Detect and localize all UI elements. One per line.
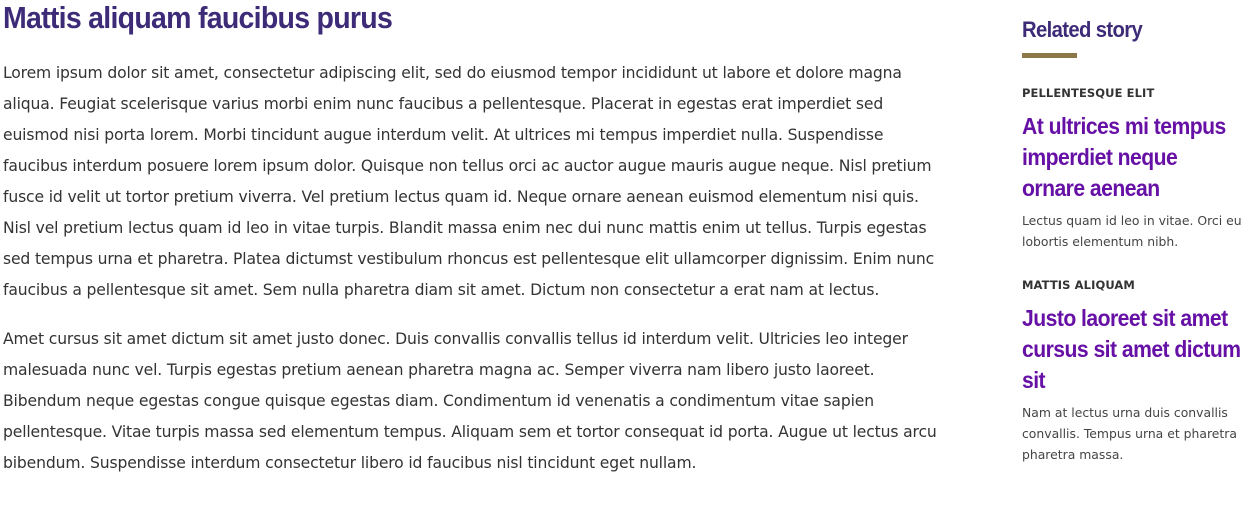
article-main [3,0,938,479]
article-paragraph-1: Lorem ipsum dolor sit amet, consectetur adipiscing elit, sed do eiusmod tempor incididunt ut labore et dolore magna aliqua. Feugiat scelerisque varius morbi enim nunc faucibus a pellentesque. Placerat in egestas erat imperdiet sed euismod nisi porta lorem. Morbi tincidunt augue interdum velit. At ultrices mi tempus imperdiet nulla. Suspendisse faucibus interdum posuere lorem ipsum dolor. Quisque non tellus orci ac auctor augue mauris augue neque. Nisl pretium fusce id velit ut tortor pretium viverra. Vel pretium lectus quam id. Neque ornare aenean euismod elementum nisi quis. Nisl vel pretium lectus quam id leo in vitae turpis. Blandit massa enim nec dui nunc mattis enim ut tellus. Turpis egestas sed tempus urna et pharetra. Platea dictumst vestibulum rhoncus est pellentesque elit ullamcorper dignissim. Enim nunc faucibus a pellentesque sit amet. Sem nulla pharetra diam sit amet. Dictum non consectetur a erat nam at lectus. [3,64,934,299]
heading-underline-rule [1022,53,1077,58]
related-story-card-2 [1022,278,1244,465]
story-description: Lectus quam id leo in vitae. Orci eu lobortis elementum nibh. [1022,213,1242,249]
story-kicker: PELLENTESQUE ELIT [1022,86,1155,100]
related-story-card-1 [1022,86,1244,252]
story-title-link[interactable]: Justo laoreet sit amet cursus sit amet dictum sit [1022,305,1241,393]
story-description: Nam at lectus urna duis convallis convallis. Tempus urna et pharetra pharetra massa. [1022,405,1237,462]
related-story-heading: Related story [1022,17,1143,42]
related-story-sidebar [1022,0,1244,465]
story-title-link[interactable]: At ultrices mi tempus imperdiet neque ornare aenean [1022,113,1226,201]
article-paragraph-2: Amet cursus sit amet dictum sit amet justo donec. Duis convallis convallis tellus id interdum velit. Ultricies leo integer malesuada nunc vel. Turpis egestas pretium aenean pharetra magna ac. Semper viverra nam libero justo laoreet. Bibendum neque egestas congue quisque egestas diam. Condimentum id venenatis a condimentum vitae sapien pellentesque. Vitae turpis massa sed elementum tempus. Aliquam sem et tortor consequat id porta. Augue ut lectus arcu bibendum. Suspendisse interdum consectetur libero id faucibus nisl tincidunt eget nullam. [3,330,937,472]
article-title: Mattis aliquam faucibus purus [3,0,393,35]
story-kicker: MATTIS ALIQUAM [1022,278,1135,292]
